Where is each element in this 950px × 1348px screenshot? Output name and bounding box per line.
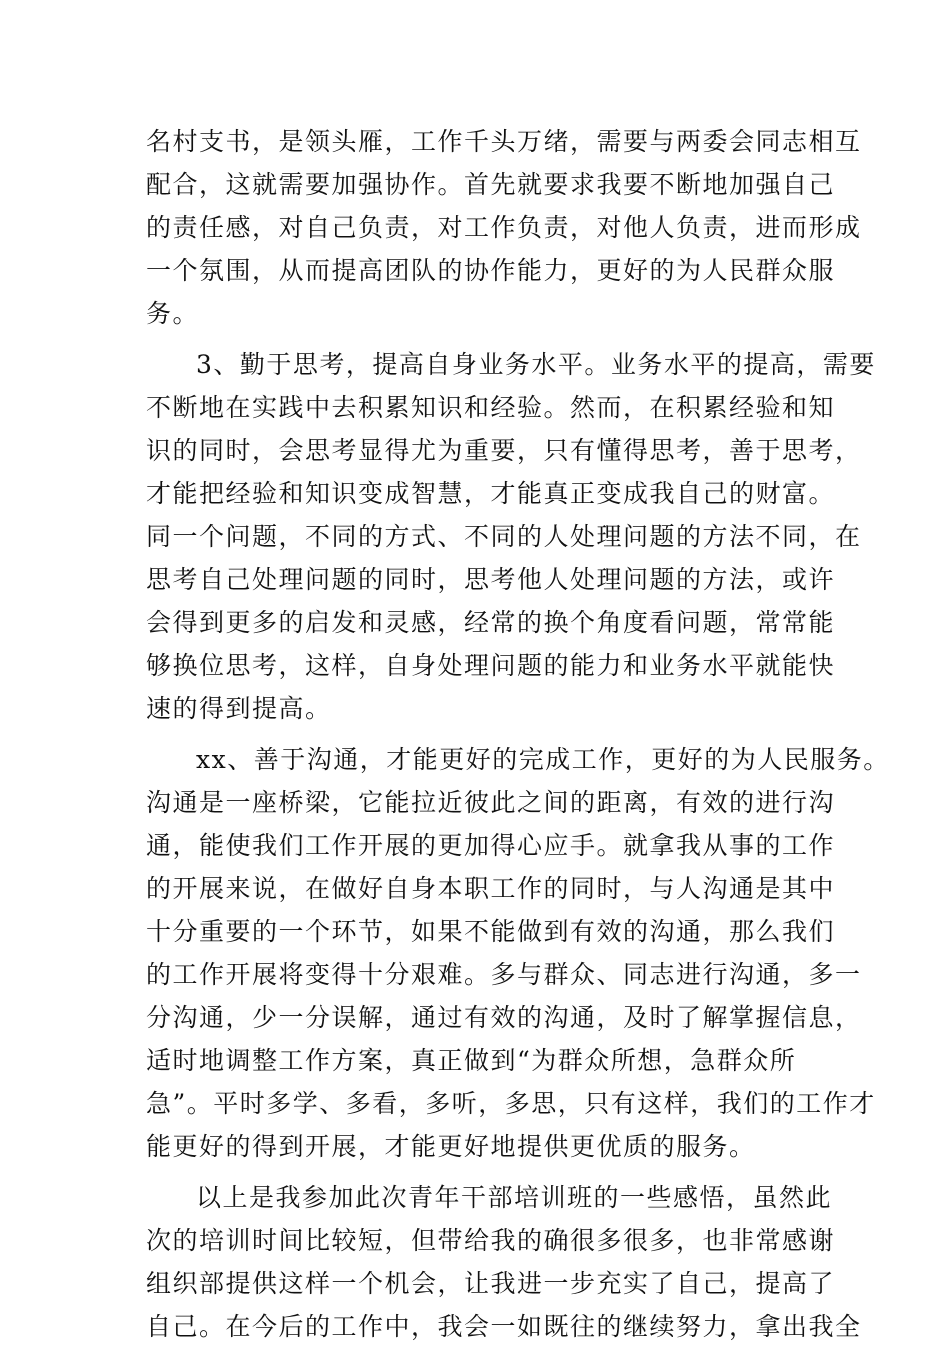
text-line: 自己。在今后的工作中，我会一如既往的继续努力，拿出我全 xyxy=(146,1312,862,1341)
text-line: 3、勤于思考，提高自身业务水平。业务水平的提高，需要 xyxy=(196,350,876,379)
text-line: 的工作开展将变得十分艰难。多与群众、同志进行沟通，多一 xyxy=(146,960,862,989)
paragraph-gap xyxy=(146,1168,826,1176)
text-line: 能更好的得到开展，才能更好地提供更优质的服务。 xyxy=(146,1132,756,1161)
text-line: 才能把经验和知识变成智慧，才能真正变成我自己的财富。 xyxy=(146,479,836,508)
text-line: 急”。平时多学、多看，多听，多思，只有这样，我们的工作才 xyxy=(146,1089,876,1118)
paragraph-4 xyxy=(146,1176,862,1348)
text-line: 组织部提供这样一个机会，让我进一步充实了自己，提高了 xyxy=(146,1269,836,1298)
text-line: 十分重要的一个环节，如果不能做到有效的沟通，那么我们 xyxy=(146,917,836,946)
text-line: 务。 xyxy=(146,299,200,328)
text-line: 思考自己处理问题的同时，思考他人处理问题的方法，或许 xyxy=(146,565,836,594)
text-line: 够换位思考，这样，自身处理问题的能力和业务水平就能快 xyxy=(146,651,836,680)
text-line: 的开展来说，在做好自身本职工作的同时，与人沟通是其中 xyxy=(146,874,836,903)
text-line: 配合，这就需要加强协作。首先就要求我要不断地加强自己 xyxy=(146,170,836,199)
text-line: 同一个问题，不同的方式、不同的人处理问题的方法不同，在 xyxy=(146,522,862,551)
paragraph-3 xyxy=(146,738,890,1168)
paragraph-gap xyxy=(146,730,826,738)
text-line: 名村支书，是领头雁，工作千头万绪，需要与两委会同志相互 xyxy=(146,127,862,156)
paragraph-2 xyxy=(146,343,876,730)
text-line: xx、善于沟通，才能更好的完成工作，更好的为人民服务。 xyxy=(196,745,890,774)
text-line: 次的培训时间比较短，但带给我的确很多很多，也非常感谢 xyxy=(146,1226,836,1255)
text-line: 一个氛围，从而提高团队的协作能力，更好的为人民群众服 xyxy=(146,256,836,285)
text-line: 速的得到提高。 xyxy=(146,694,332,723)
text-line: 以上是我参加此次青年干部培训班的一些感悟，虽然此 xyxy=(196,1183,833,1212)
paragraph-gap xyxy=(146,335,826,343)
text-line: 识的同时，会思考显得尤为重要，只有懂得思考，善于思考， xyxy=(146,436,862,465)
text-line: 沟通是一座桥梁，它能拉近彼此之间的距离，有效的进行沟 xyxy=(146,788,836,817)
text-line: 的责任感，对自己负责，对工作负责，对他人负责，进而形成 xyxy=(146,213,862,242)
text-line: 会得到更多的启发和灵感，经常的换个角度看问题，常常能 xyxy=(146,608,836,637)
text-line: 分沟通，少一分误解，通过有效的沟通，及时了解掌握信息， xyxy=(146,1003,862,1032)
text-line: 通，能使我们工作开展的更加得心应手。就拿我从事的工作 xyxy=(146,831,836,860)
document-body xyxy=(146,120,890,1348)
text-line: 适时地调整工作方案，真正做到“为群众所想，急群众所 xyxy=(146,1046,797,1075)
text-line: 不断地在实践中去积累知识和经验。然而，在积累经验和知 xyxy=(146,393,836,422)
paragraph-1 xyxy=(146,120,862,335)
